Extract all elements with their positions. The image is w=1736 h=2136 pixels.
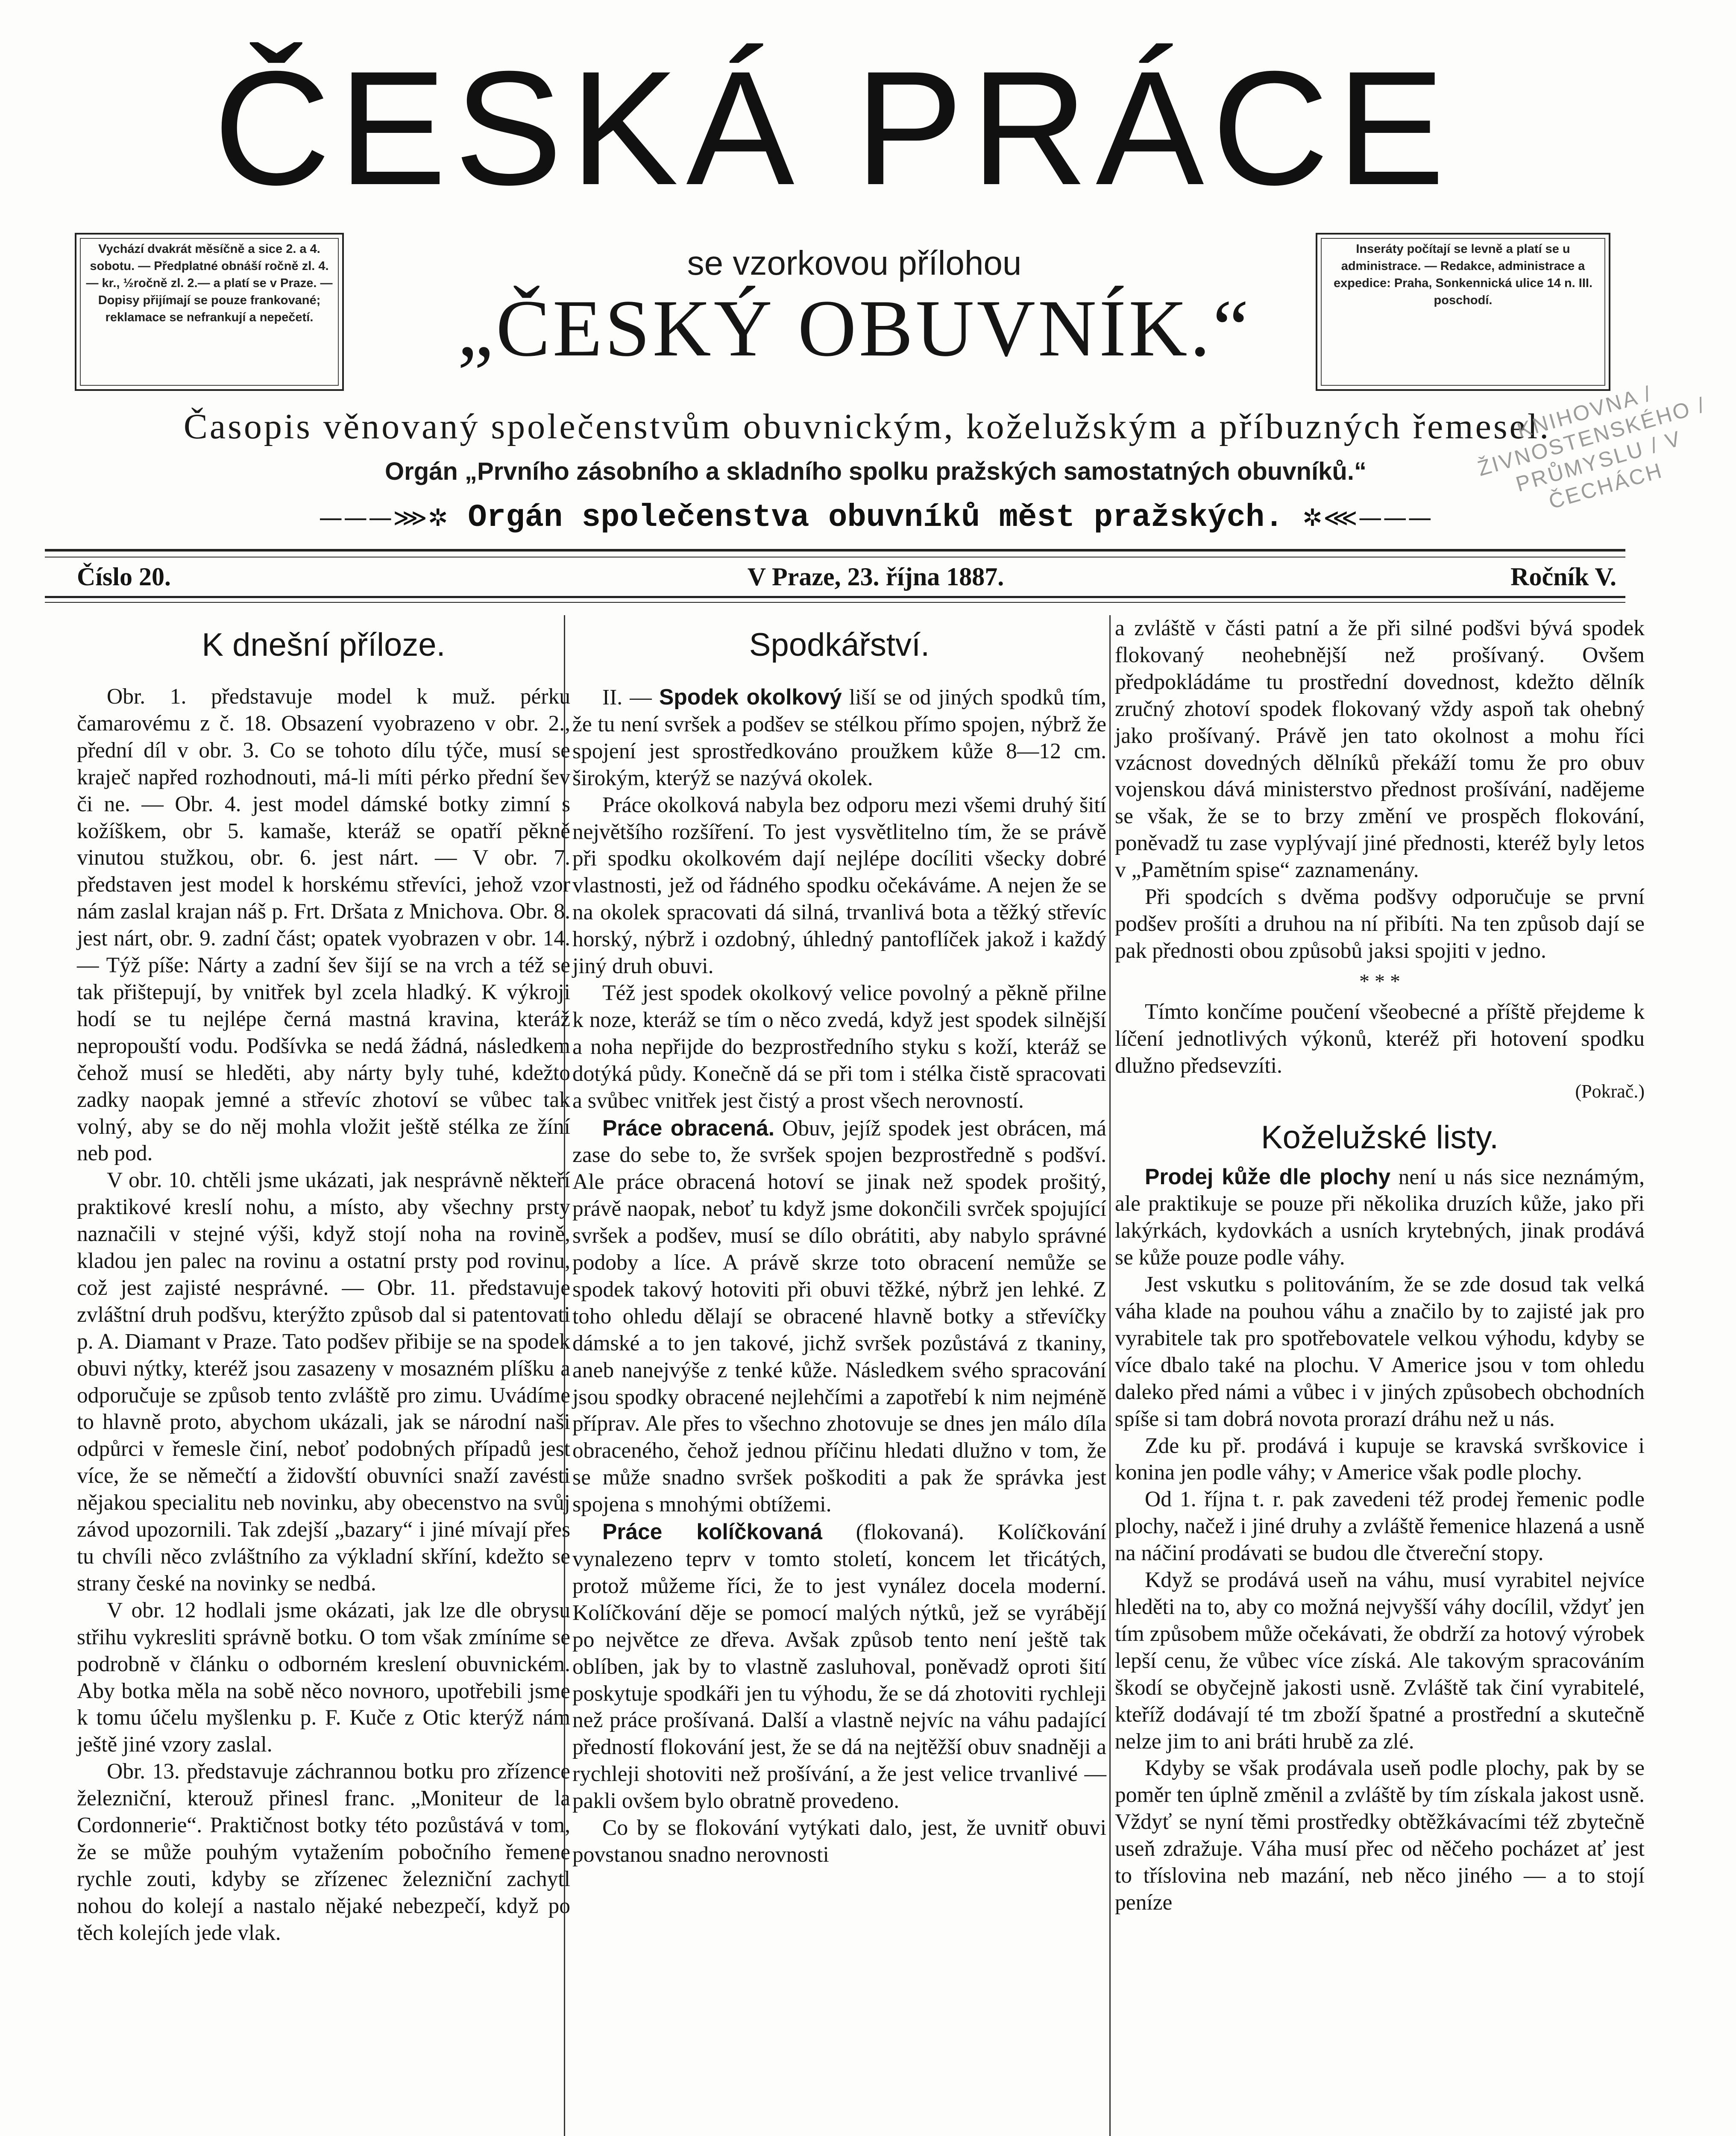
paragraph: Kdyby se však prodávala useň podle plochy, pak by se poměr ten úplně změnil a zvláště by tím získala jakost usně. Vždyť se nyní těmi prostředky obtěžkávacími též zbytečně useň zdražuje. Váha musí přec od něčeho pocházet ať jest to tříslovina neb mazání, neb něco jiného — a to stojí peníze (1115, 1756, 1645, 1915)
paragraph (1115, 1163, 1645, 1272)
paragraph-text: není u nás sice neznámým, ale praktikuje se pouze při několika druzích kůže, jako při lakýrkách, kydovkách a usních krytebných, jinak prodává se kůže pouze podle váhy. (1115, 1165, 1645, 1270)
library-stamp: KNIHOVNA / ŽIVNOSTENSKÉHO / PRŮMYSLU / V ČECHÁCH (1475, 381, 1709, 514)
header-rule-bottom-thin (45, 602, 1625, 603)
issue-volume: Ročník V. (1510, 563, 1616, 591)
paragraph: Co by se flokování vytýkati dalo, jest, že uvnitř obuvi povstanou snadno nerovnosti (572, 1816, 1106, 1867)
paragraph: V obr. 12 hodlali jsme okázati, jak lze dle obrysu střihu vykresliti správně botku. O tom však zmíníme se podrobně v článku o odborném kreslení obuvnickém. Aby botka měla na sobě něco novного, upotřebili jsme k tomu účelu myšlenku p. F. Kuče z Otic kterýž nám ještě jiné vzory zaslal. (77, 1598, 570, 1757)
paragraph: Zde ku př. prodává i kupuje se kravská svrškovice i konina jen podle váhy; v Americe však podle plochy. (1115, 1433, 1645, 1485)
paragraph: Tímto končíme poučení všeobecné a příště přejdeme k líčení jednotlivých výkonů, kteréž při hotovení spodku dlužno předsevzíti. (1115, 999, 1645, 1078)
paragraph (572, 1115, 1106, 1519)
paragraph: Při spodcích s dvěma podšvy odporučuje se první podšev prošíti a druhou na ní přibíti. Na ten způsob dají se pak přednosti obou způsobů jaksi spojiti v jedno. (1115, 885, 1645, 963)
section-stars: * * * (1359, 970, 1400, 993)
subheading: Práce obracená. (602, 1115, 775, 1140)
paragraph: V obr. 10. chtěli jsme ukázati, jak nesprávně někteří praktikové kreslí nohu, a místo, aby všechny prsty naznačili v stejné výši, když stojí noha na rovině, kladou jen palec na rovinu a ostatní prsty pod rovinu, což jest zajisté nesprávné. — Obr. 11. představuje zvláštní druh podšvu, kterýžto způsob dal si patentovati p. A. Diamant v Praze. Tato podšev přibije se na spodek obuvi nýtky, kteréž jsou zasazeny v mosazném plíšku a odporučuje se způsob tento zvláště pro zimu. Uvádíme to hlavně proto, abychom ukázali, jak se národní naši odpůrci v řemesle činí, neboť podobných případů jest více, že se němečtí a židovští obuvníci snaží zavésti nějakou specialitu neb novinku, aby obecenstvo na svůj závod upozornili. Tak zdejší „bazary“ i jiné mívají přes tu chvíli něco zvláštního za výkladní skříní, kdežto se strany české na novinky se nedbá. (77, 1168, 570, 1596)
issue-date: V Praze, 23. října 1887. (747, 563, 1004, 591)
paragraph: Též jest spodek okolkový velice povolný a pěkně přilne k noze, kteráž se tím o něco zvedá, když jest spodek silnější a noha nepřijde do bezprostředního styku s koží, kteráž se dotýká půdy. Konečně dá se při tom i stélka čistě spracovati a svůbec vnitřek jest čistý a prost všech nerovností. (572, 980, 1106, 1113)
paragraph (572, 1518, 1106, 1815)
subheading: Spodek okolkový (659, 684, 842, 709)
continued-note: (Pokrač.) (1575, 1080, 1645, 1102)
issue-number: Číslo 20. (77, 563, 171, 591)
paragraph: Práce okolková nabyla bez odporu mezi všemi druhý šití největšího rozšíření. To jest vysvětlitelno tím, že se právě při spodku okolkovém dají nejlépe docíliti všecky dobré vlastnosti, jež od řádného spodku očekáváme. A nejen že se na okolek spracovati dá silná, trvanlivá bota a těžký střevíc horský, nýbrž i ozdobný, úhledný pantoflíček jakož i každý jiný druh obuvi. (572, 792, 1106, 979)
subheading: Prodej kůže dle plochy (1145, 1164, 1391, 1189)
subscription-notice: Vychází dvakrát měsíčně a sice 2. a 4. sobotu. — Předplatné obnáší ročně zl. 4.— kr., ½ročně zl. 2.— a platí se v Praze. — Dopisy přijímají se pouze frankované; reklamace se nefrankují a nepečetí. (75, 233, 344, 391)
column-2 (572, 615, 1106, 1869)
masthead-subtitle: se vzorkovou přílohou (687, 244, 1022, 282)
supplement-title: „ČESKÝ OBUVNÍK.“ (457, 284, 1252, 373)
organ-line-2 (128, 500, 1623, 536)
paragraph: Jest vskutku s politováním, že se zde dosud tak velká váha klade na pouhou váhu a značilo by to zajisté jak pro vyrabitele tak pro spotřebovatele velkou výhodu, kdyby se více dbalo také na plochu. V Americe jsou v tom ohledu daleko před námi a vůbec i v jiných způsobech obchodních spíše si tam dobrá novota prorazí dráhu než u nás. (1115, 1272, 1645, 1431)
tagline: Časopis věnovaný společenstvům obuvnickým, koželužským a příbuzných řemesel. (183, 407, 1551, 446)
ornament-right: ✲⋘——— (1302, 504, 1433, 532)
ornament-left: ———⋙✲ (319, 504, 449, 532)
paragraph: a zvláště v části patní a že při silné podšvi bývá spodek flokovaný neohebnější než prošívaný. Ovšem předpokládáme tu prostřední dovednost, kdežto dělník zručný zhotoví spodek flokovaný vždy aspoň tak ohebný jako prošívaný. Právě jen tato okolnost a mohu říci vzácnost dovedných dělníků překáží tomu že pro obuv vojenskou dává ministerstvo přednost prošívání, nadějeme se však, že se to brzy změní ve prospěch flokování, poněvadž tu zase vyplývají jiné přednosti, kteréž byly letos v „Pamětním spise“ zaznamenány. (1115, 616, 1645, 883)
column-1 (77, 615, 570, 1947)
column-3 (1115, 615, 1645, 1916)
article-heading-kozeluzske: Koželužské listy. (1261, 1119, 1499, 1156)
paragraph: Když se prodává useň na váhu, musí vyrabitel nejvíce hleděti na to, aby co možná nejvyšší váhy docílil, vždyť jen tím způsobem může očekávati, že obdrží za hotový výrobek lepší cenu, že vůbec více získá. Ale takovým spracováním škodí se obyčejně jakosti usně. Zvláště tak činí vyrabitelé, kteříž dodávají té tm zboží špatné a prostřední a skutečně nelze jim to ani bráti hrubě za zlé. (1115, 1568, 1645, 1754)
masthead-title: ČESKÁ PRÁCE (213, 37, 1453, 219)
subheading: Práce kolíčkovaná (602, 1519, 823, 1544)
header-rule-bottom (45, 596, 1625, 598)
organ-line-1: Orgán „Prvního zásobního a skladního spolku pražských samostatných obuvníků.“ (385, 458, 1367, 485)
paragraph-text: (flokovaná). Kolíčkování vynalezeno teprv v tomto století, koncem let třicátých, protož můžeme říci, že to jest vynález docela moderní. Kolíčkování děje se pomocí malých nýtků, jež se vyrábějí po největce ze dřeva. Avšak způsob tento není ještě tak oblíben, jak by to vlastně zasluhoval, poněvadž oproti šití poskytuje spodkáři jen tu výhodu, že se dá zhotoviti rychleji než práce prošívaná. Další a vlastně nejvíc na váhu padající předností flokování jest, že se dá na nejtěžší obuv snadněji a rychleji shotoviti než prošívání, a že jest velice trvanlivé — pakli ovšem bylo obratně provedeno. (572, 1520, 1107, 1813)
article-heading-priloze: K dnešní příloze. (202, 627, 446, 663)
paragraph-text: liší se od jiných spodků tím, že tu není svršek a podšev se stélkou přímo spojen, nýbrž že spojení jest sprostředkováno proužkem kůže 8—12 cm. širokým, kterýž se nazývá okolek. (572, 685, 1106, 790)
paragraph-text: Obuv, jejíž spodek jest obrácen, má zase do sebe to, že svršek spojen bezprostředně s podšví. Ale práce obracená hotoví se jinak než spodek prošitý, právě naopak, neboť tu když jsme dokončili svrček spojující svršek a podšev, musí se dílo obrátiti, aby nabylo správné podoby a líce. A právě skrze toto obracení nemůže se spodek takový hotoviti při obuvi těžké, nýbrž jen lehké. Z toho ohledu dělají se obracené hlavně botky a střevíčky dámské a to jen takové, jichž svršek pozůstává z tkaniny, aneb nanejvýše z tenké kůže. Následkem svého spracování jsou spodky obracené nejlehčími a zapotřebí k nim nejméně příprav. Ale přes to všechno zhotovuje se dnes jen málo díla obraceného, čehož jednou příčinu hledati dlužno v tom, že se může snadno svršek poškoditi a pak že správka jest spojena s mnohými obtížemi. (572, 1116, 1107, 1517)
article-heading-spodkarstvi: Spodkářství. (749, 627, 930, 663)
header-rule-top (45, 549, 1625, 552)
paragraph: Obr. 13. představuje záchrannou botku pro zřízence železniční, kterouž přinesl franc. „Moniteur de la Cordonnerie“. Praktičnost botky této pozůstává v tom, že se může pouhým vytažením pobočního řemene rychle zouti, kdyby se zřízenec železniční zachytl nohou do kolejí a nastalo nějaké nebezpečí, když po těch kolejích jede vlak. (77, 1759, 570, 1945)
organ-line-2-text: Orgán společenstva obuvníků měst pražských. (468, 500, 1284, 536)
section-lead: II. — (602, 685, 659, 710)
paragraph (572, 684, 1106, 792)
paragraph: Od 1. října t. r. pak zavedeni též prodej řemenic podle plochy, načež i jiné druhy a zvláště řemenice hlazená a usně na náčiní prodávati se budou dle čtvereční stopy. (1115, 1487, 1645, 1566)
paragraph: Obr. 1. představuje model k muž. pérku čamarovému z č. 18. Obsazení vyobrazeno v obr. 2., přední díl v obr. 3. Co se tohoto dílu týče, musí se kraječ napřed rozhodnouti, má-li míti pérko přední šev či ne. — Obr. 4. jest model dámské botky zimní s kožíškem, obr 5. kamaše, kteráž se opatří pěkně vinutou stužkou, obr. 6. jest nárt. — V obr. 7. představen jest model k horskému střevíci, jehož vzor nám zaslal krajan náš p. Frt. Dršata z Mnichova. Obr. 8. jest nárt, obr. 9. zadní část; opatek vyobrazen v obr. 14. — Týž píše: Nárty a zadní šev šijí se na vrch a též se tak přištepují, by vnitřek byl zcela hladký. K výkroji hodí se tu nejlépe černá mastná kravina, kteráž nepropouští vodu. Podšívka se nedá žádná, následkem čehož musí se hleděti, aby nárty byly tuhé, kdežto zadky naopak jemné a střevíc zhotoví se vůbec tak volný, aby se do něj mohla vložit ještě stélka ze žíní neb pod. (77, 684, 570, 1166)
advertising-notice: Inseráty počítají se levně a platí se u administrace. — Redakce, administrace a expedice: Praha, Sonkennická ulice 14 n. III. poschodí. (1316, 233, 1610, 391)
column-divider-2 (1109, 615, 1111, 2136)
